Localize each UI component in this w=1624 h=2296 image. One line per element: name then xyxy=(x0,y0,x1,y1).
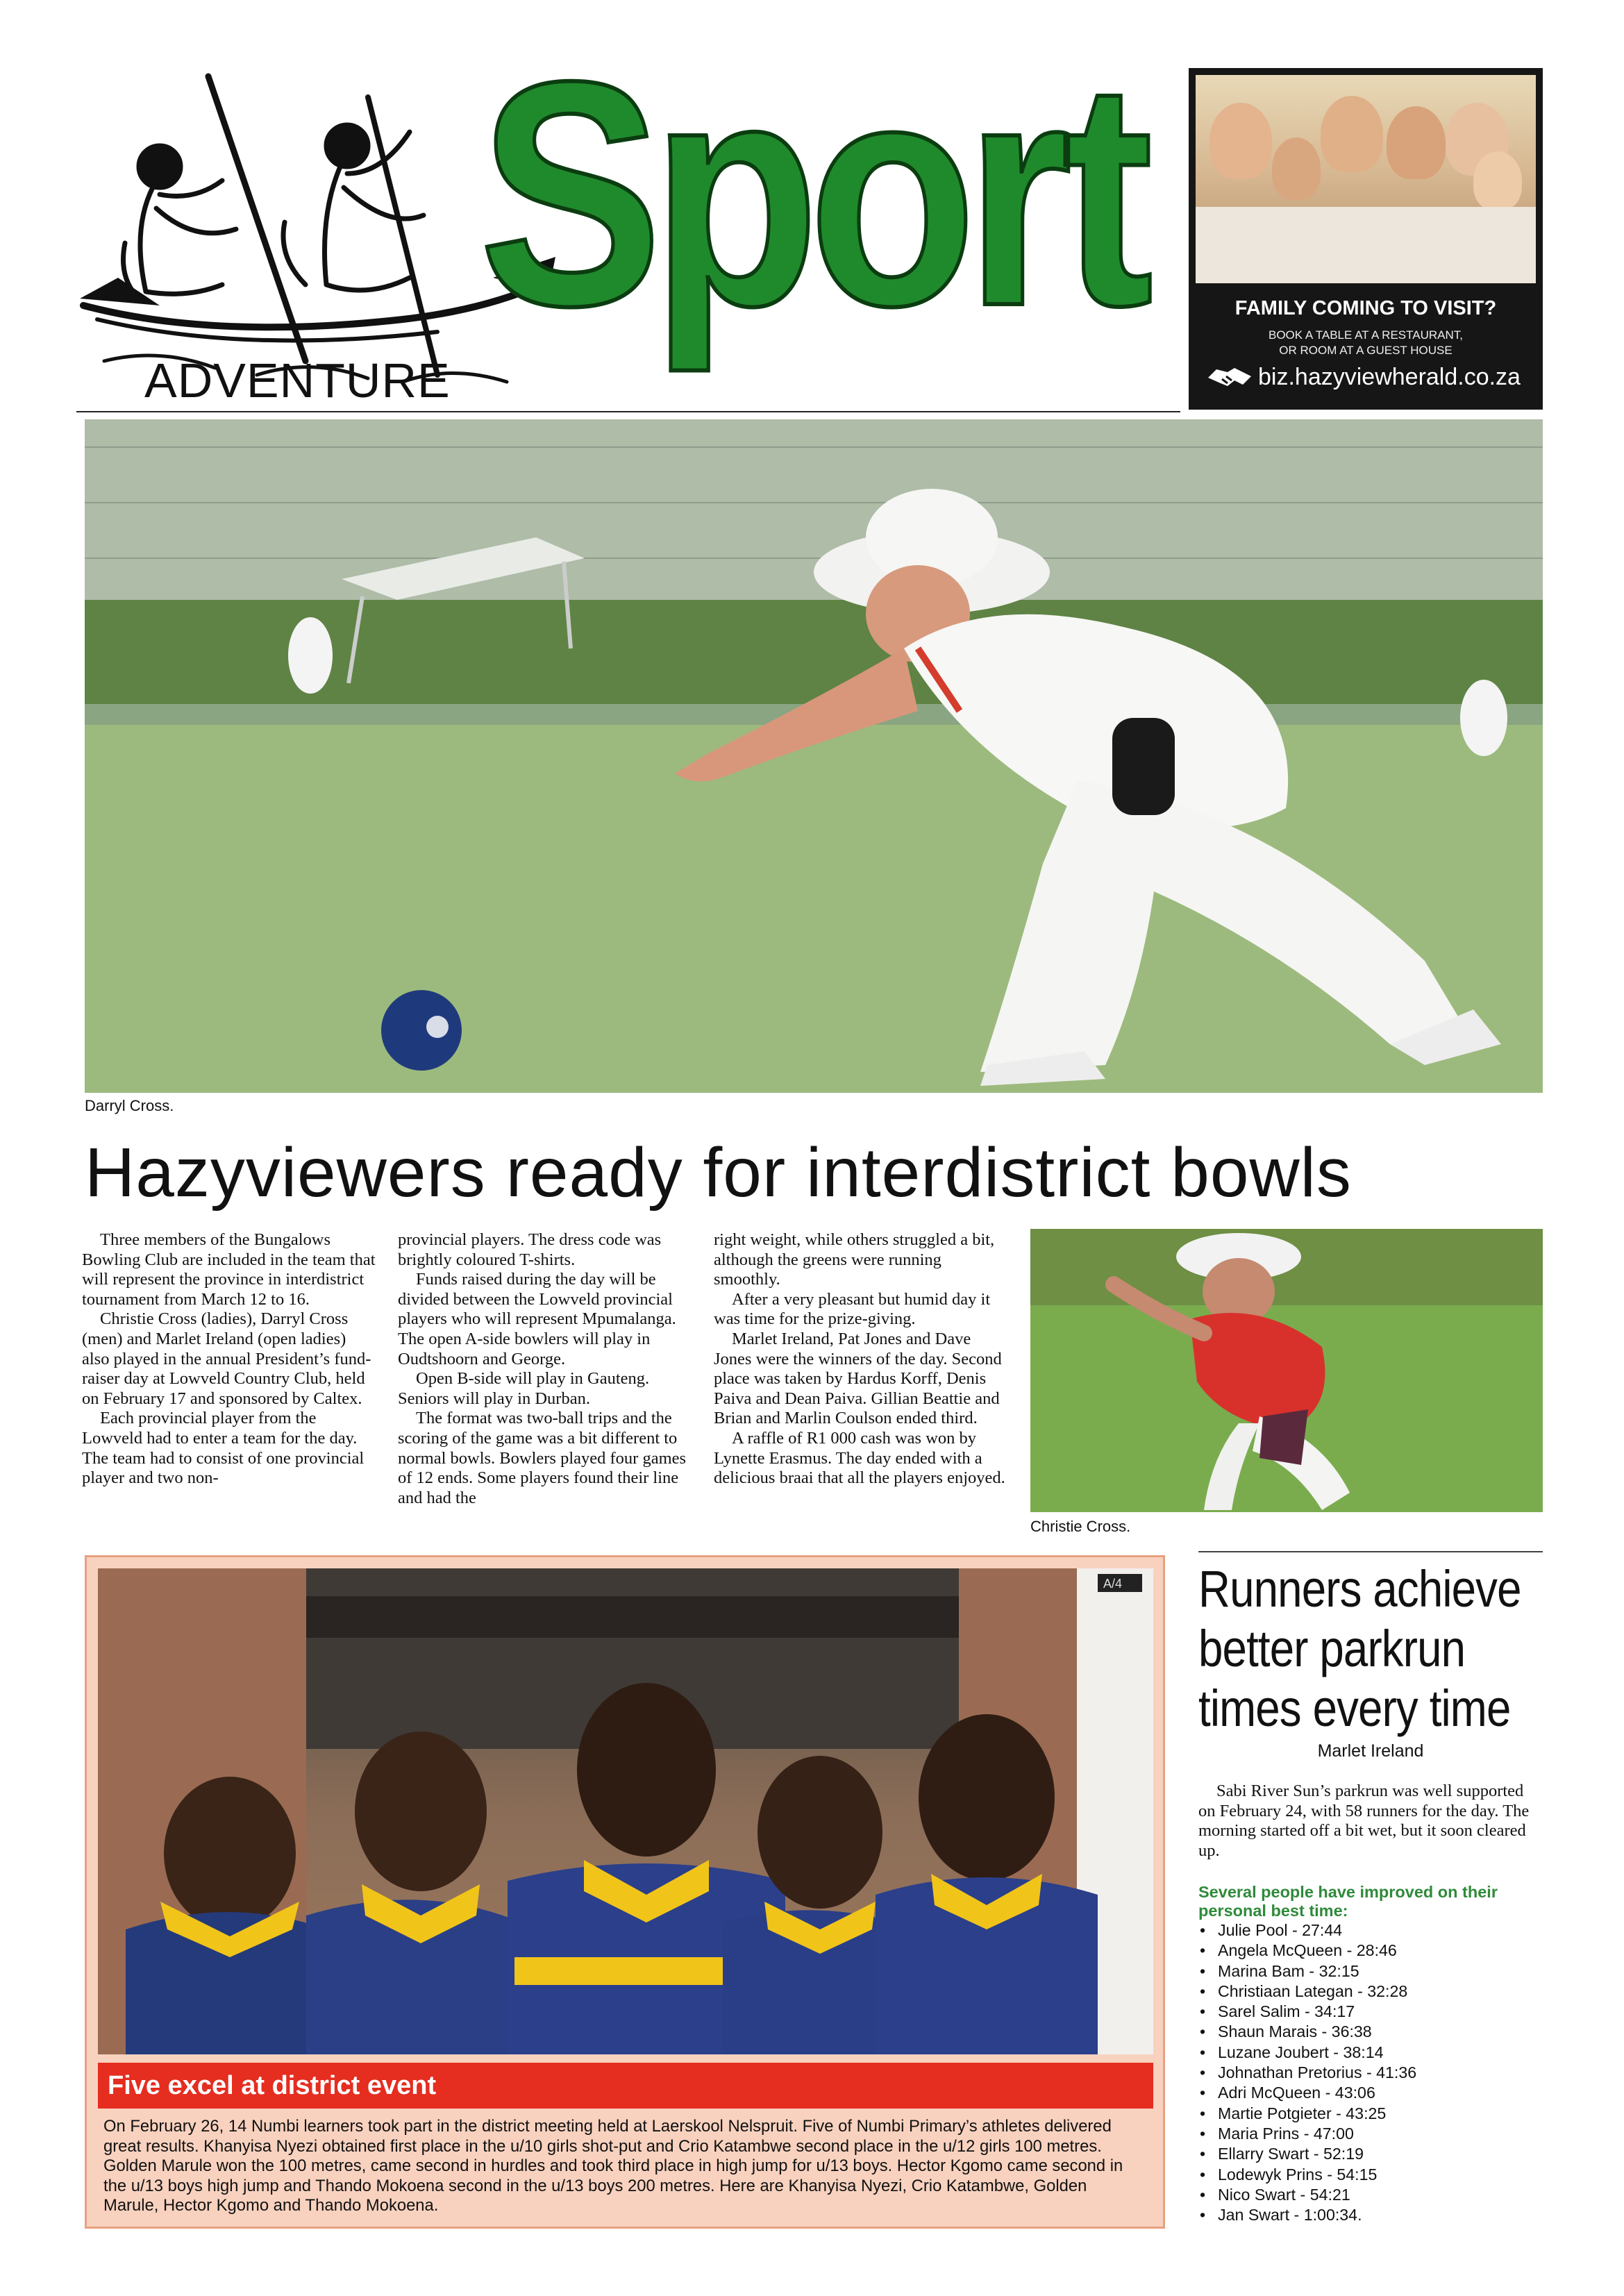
list-item: • Johnathan Pretorius - 41:36 xyxy=(1198,2063,1532,2083)
article-paragraph: A raffle of R1 000 cash was won by Lynette Erasmus. The day ended with a delicious braai that all the players enjoyed. xyxy=(714,1428,1005,1488)
advert-link[interactable] xyxy=(1203,360,1529,394)
list-item: • Lodewyk Prins - 54:15 xyxy=(1198,2165,1532,2185)
christie-cross-photo xyxy=(1030,1229,1543,1512)
article-paragraph: Each provincial player from the Lowveld had to enter a team for the day. The team had to consist of one provincial player and two non- xyxy=(82,1409,365,1488)
parkrun-results-list xyxy=(1198,1920,1532,2225)
masthead-divider xyxy=(76,411,1180,412)
parkrun-divider xyxy=(1198,1551,1543,1552)
advert-banner[interactable] xyxy=(1189,68,1543,410)
list-item: • Julie Pool - 27:44 xyxy=(1198,1920,1532,1941)
list-item: • Luzane Joubert - 38:14 xyxy=(1198,2043,1532,2063)
list-item: • Marina Bam - 32:15 xyxy=(1198,1961,1532,1981)
photo-caption: Christie Cross. xyxy=(1030,1518,1131,1535)
bowls-main-photo xyxy=(85,419,1543,1093)
parkrun-subhead: Several people have improved on their personal best time: xyxy=(1198,1883,1498,1920)
parkrun-intro: Sabi River Sun’s parkrun was well supported on February 24, with 58 runners for the day. The morning started off a bit wet, but it soon cleared up. xyxy=(1198,1782,1530,1860)
article-paragraph: provincial players. The dress code was brightly coloured T-shirts. xyxy=(398,1230,662,1269)
article-column-2 xyxy=(398,1230,693,1508)
advert-url[interactable]: biz.hazyviewherald.co.za xyxy=(1258,364,1521,390)
photo-badge: A/4 xyxy=(1103,1577,1123,1591)
advert-subtext: BOOK A TABLE AT A RESTAURANT, OR ROOM AT A GUEST HOUSE xyxy=(1269,328,1463,357)
masthead xyxy=(76,16,1180,410)
numbi-story-text: On February 26, 14 Numbi learners took part in the district meeting held at Laerskool Nelspruit. Five of Numbi Primary’s athletes delivered great results. Khanyisa Nyezi obtained first place in the u/10 girls shot-put and Crio Katambwe second place in the u/12 girls 100 metres. Golden Marule won the 100 metres, came second in hurdles and took third place in high jump for u/13 boys. Hector Kgomo came second in the u/13 boys high jump and Thando Mokoena second in the u/13 boys 200 metres. Here are Khanyisa Nyezi, Crio Katambwe, Golden Marule, Hector Kgomo and Thando Mokoena. xyxy=(103,2117,1123,2215)
photo-caption: Darryl Cross. xyxy=(85,1097,174,1114)
article-paragraph: After a very pleasant but humid day it was time for the prize-giving. xyxy=(714,1289,991,1329)
article-paragraph: Marlet Ireland, Pat Jones and Dave Jones were the winners of the day. Second place was taken by Hardus Korff, Denis Paiva and Dean Paiva. Gillian Beattie and Brian and Marlin Coulson ended third. xyxy=(714,1329,1002,1428)
section-subtitle: ADVENTURE xyxy=(144,353,451,408)
list-item: • Nico Swart - 54:21 xyxy=(1198,2185,1532,2205)
article-paragraph: right weight, while others struggled a bit, although the greens were running smoothly. xyxy=(714,1230,995,1289)
article-paragraph: Christie Cross (ladies), Darryl Cross (men) and Marlet Ireland (open ladies) also played in the annual President’s fund-raiser day at Lowveld Country Club, held on February 17 and sponsored by Caltex. xyxy=(82,1309,371,1408)
numbi-learners-photo xyxy=(98,1568,1153,2054)
list-item: • Maria Prins - 47:00 xyxy=(1198,2124,1532,2144)
list-item: • Jan Swart - 1:00:34. xyxy=(1198,2205,1532,2225)
article-paragraph: The format was two-ball trips and the scoring of the game was a bit different to normal bowls. Bowlers played four games of 12 ends. Some players found their line and had the xyxy=(398,1409,687,1507)
article-column-1 xyxy=(82,1230,377,1489)
advert-family-photo xyxy=(1196,75,1536,283)
parkrun-byline: Marlet Ireland xyxy=(1317,1741,1424,1761)
parkrun-headline: Runners achieve better parkrun times every time xyxy=(1198,1560,1521,1737)
list-item: • Christiaan Lategan - 32:28 xyxy=(1198,1981,1532,2002)
list-item: • Sarel Salim - 34:17 xyxy=(1198,2002,1532,2022)
handshake-icon xyxy=(1207,362,1253,392)
numbi-story-title: Five excel at district event xyxy=(108,2071,437,2100)
list-item: • Ellarry Swart - 52:19 xyxy=(1198,2144,1532,2164)
article-paragraph: Funds raised during the day will be divided between the Lowveld provincial players who will represent Mpumalanga. The open A-side bowlers will play in Oudtshoorn and George. xyxy=(398,1270,676,1368)
numbi-title-bar xyxy=(98,2063,1153,2109)
list-item: • Angela McQueen - 28:46 xyxy=(1198,1941,1532,1961)
list-item: • Adri McQueen - 43:06 xyxy=(1198,2083,1532,2103)
article-paragraph: Open B-side will play in Gauteng. Seniors will play in Durban. xyxy=(398,1369,650,1408)
article-paragraph: Three members of the Bungalows Bowling Club are included in the team that will represent the province in interdistrict tournament from March 12 to 16. xyxy=(82,1230,376,1309)
section-title-sport: Sport xyxy=(479,16,1143,372)
article-headline: Hazyviewers ready for interdistrict bowls xyxy=(85,1134,1352,1212)
numbi-story-box xyxy=(85,1555,1165,2229)
list-item: • Martie Potgieter - 43:25 xyxy=(1198,2104,1532,2124)
article-column-3 xyxy=(714,1230,1009,1489)
list-item: • Shaun Marais - 36:38 xyxy=(1198,2022,1532,2042)
advert-heading: FAMILY COMING TO VISIT? xyxy=(1234,297,1497,319)
